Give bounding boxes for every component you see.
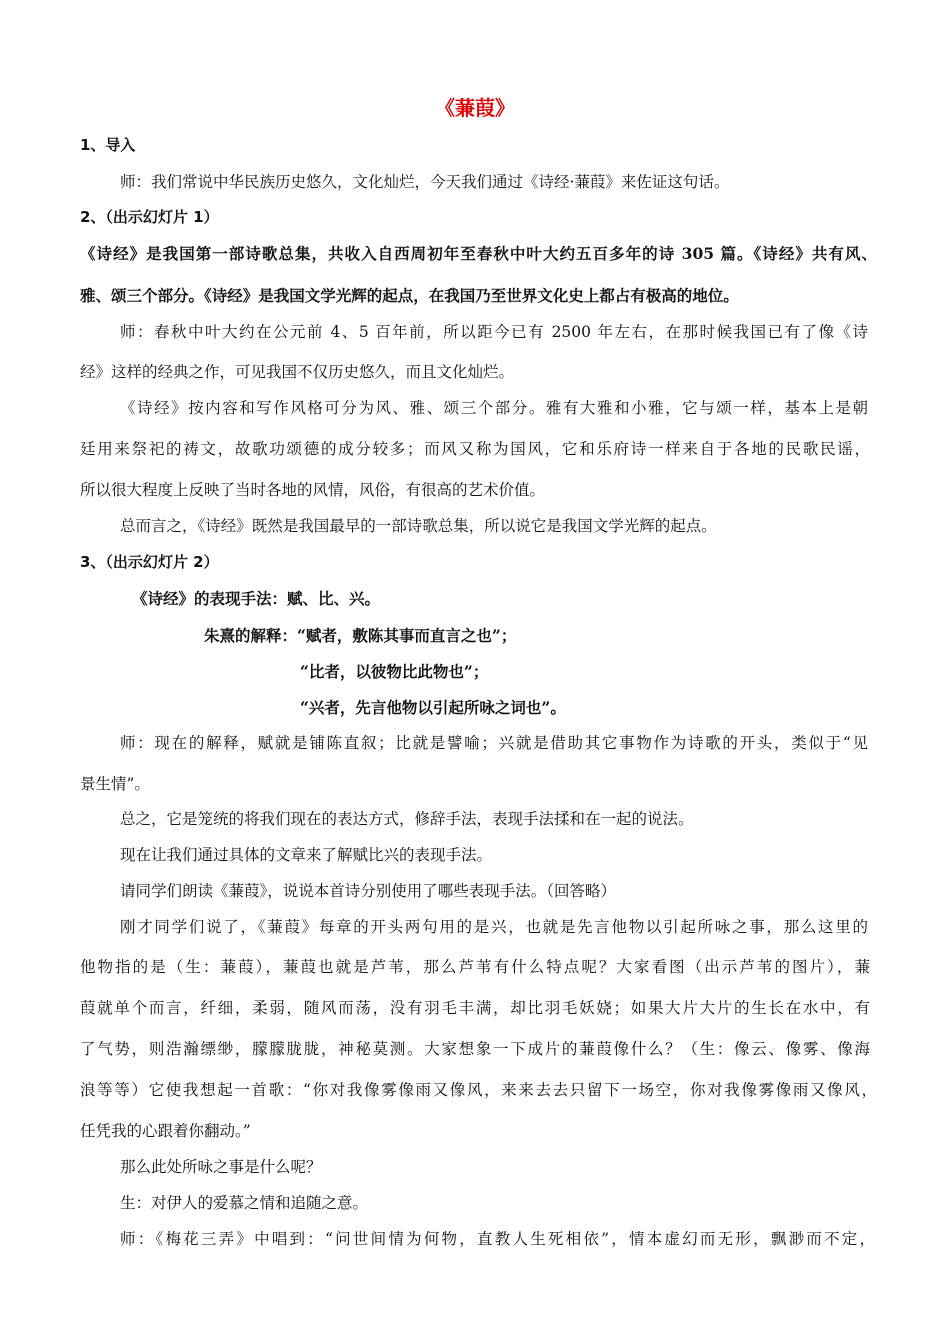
paragraph-line: 葭就单个而言，纤细，柔弱，随风而荡，没有羽毛丰满，却比羽毛妖娆；如果大片大片的生长在水中，有 bbox=[80, 999, 870, 1017]
document-title: 《蒹葭》 bbox=[435, 96, 515, 120]
paragraph-line: 《诗经》按内容和写作风格可分为风、雅、颂三个部分。雅有大雅和小雅，它与颂一样，基本上是朝 bbox=[120, 399, 868, 417]
paragraph-line: 朱熹的解释：“赋者，敷陈其事而直言之也”； bbox=[204, 626, 517, 645]
paragraph-line: 师：现在的解释，赋就是铺陈直叙；比就是譬喻；兴就是借助其它事物作为诗歌的开头，类似于“见 bbox=[120, 734, 868, 752]
paragraph-line: 所以很大程度上反映了当时各地的风情，风俗，有很高的艺术价值。 bbox=[80, 481, 546, 499]
paragraph-line: 《诗经》的表现手法：赋、比、兴。 bbox=[132, 589, 381, 608]
section-heading: 2、（出示幻灯片 1） bbox=[80, 208, 219, 226]
paragraph-line: 他物指的是（生：蒹葭），蒹葭也就是芦苇，那么芦苇有什么特点呢？大家看图（出示芦苇的图片），蒹 bbox=[80, 958, 870, 976]
paragraph-line: 总之，它是笼统的将我们现在的表达方式，修辞手法，表现手法揉和在一起的说法。 bbox=[120, 810, 694, 828]
paragraph-line: 景生情”。 bbox=[80, 775, 150, 793]
paragraph-line: 经》这样的经典之作，可见我国不仅历史悠久，而且文化灿烂。 bbox=[80, 363, 515, 381]
paragraph-line: 浪等等）它使我想起一首歌：“你对我像雾像雨又像风，来来去去只留下一场空，你对我像雾像雨又像风， bbox=[80, 1081, 877, 1099]
paragraph-line: 廷用来祭祀的祷文，故歌功颂德的成分较多；而风又称为国风，它和乐府诗一样来自于各地的民歌民谣， bbox=[80, 440, 870, 458]
paragraph-line: 现在让我们通过具体的文章来了解赋比兴的表现手法。 bbox=[120, 846, 493, 864]
paragraph-line: 《诗经》是我国第一部诗歌总集，共收入自西周初年至春秋中叶大约五百多年的诗 305 篇。《诗经》共有风、 bbox=[80, 244, 877, 263]
paragraph-line: “比者，以彼物比此物也”； bbox=[300, 662, 489, 681]
paragraph-line: 请同学们朗读《蒹葭》，说说本首诗分别使用了哪些表现手法。（回答略） bbox=[120, 882, 617, 900]
paragraph-line: 那么此处所咏之事是什么呢？ bbox=[120, 1158, 322, 1176]
paragraph-line: 师：《梅花三弄》中唱到：“问世间情为何物，直教人生死相依”，情本虚幻而无形，飘渺而不定， bbox=[120, 1230, 875, 1248]
paragraph-line: 任凭我的心跟着你翻动。” bbox=[80, 1122, 251, 1140]
paragraph-line: 雅、颂三个部分。《诗经》是我国文学光辉的起点，在我国乃至世界文化史上都占有极高的地位。 bbox=[80, 286, 739, 305]
paragraph-line: 生：对伊人的爱慕之情和追随之意。 bbox=[120, 1194, 369, 1212]
paragraph-line: 了气势，则浩瀚缥缈，朦朦胧胧，神秘莫测。大家想象一下成片的蒹葭像什么？（生：像云、像雾、像海 bbox=[80, 1040, 870, 1058]
paragraph-line: “兴者，先言他物以引起所咏之词也”。 bbox=[300, 698, 566, 717]
paragraph-line: 师：我们常说中华民族历史悠久，文化灿烂，今天我们通过《诗经·蒹葭》来佐证这句话。 bbox=[120, 173, 730, 191]
section-heading: 1、导入 bbox=[80, 136, 136, 154]
section-heading: 3、（出示幻灯片 2） bbox=[80, 553, 219, 571]
paragraph-line: 总而言之，《诗经》既然是我国最早的一部诗歌总集，所以说它是我国文学光辉的起点。 bbox=[120, 517, 717, 535]
paragraph-line: 师：春秋中叶大约在公元前 4、5 百年前，所以距今已有 2500 年左右，在那时候我国已有了像《诗 bbox=[120, 323, 868, 341]
paragraph-line: 刚才同学们说了，《蒹葭》每章的开头两句用的是兴，也就是先言他物以引起所咏之事，那么这里的 bbox=[120, 918, 868, 936]
